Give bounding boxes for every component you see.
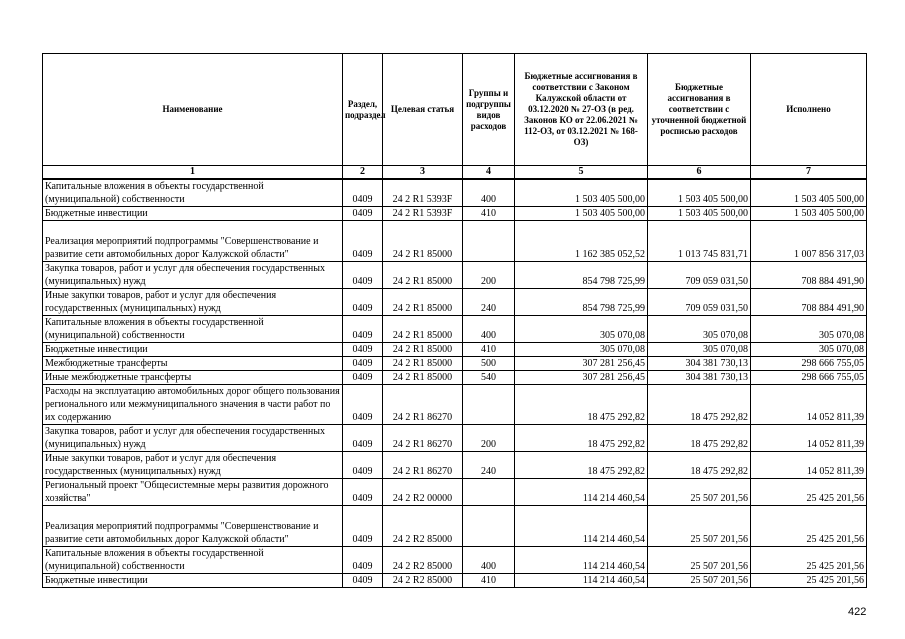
column-number: 6	[648, 166, 751, 180]
row-refined-amount: 1 013 745 831,71	[648, 221, 751, 262]
row-name: Бюджетные инвестиции	[43, 343, 343, 357]
budget-table	[42, 53, 867, 588]
column-number: 7	[751, 166, 867, 180]
row-refined-amount: 25 507 201,56	[648, 506, 751, 547]
row-law-amount: 854 798 725,99	[515, 289, 648, 316]
row-name: Региональный проект "Общесистемные меры развития дорожного хозяйства"	[43, 479, 343, 506]
table-row	[43, 452, 867, 479]
column-number: 4	[463, 166, 515, 180]
row-name: Реализация мероприятий подпрограммы "Совершенствование и развитие сети автомобильных дорог Калужской области"	[43, 221, 343, 262]
row-section: 0409	[343, 179, 383, 207]
row-refined-amount: 18 475 292,82	[648, 425, 751, 452]
row-name: Расходы на эксплуатацию автомобильных дорог общего пользования регионального или межмуниципального значения в части работ по их содержанию	[43, 385, 343, 425]
table-row	[43, 343, 867, 357]
row-name: Иные межбюджетные трансферты	[43, 371, 343, 385]
row-refined-amount: 25 507 201,56	[648, 479, 751, 506]
row-group: 400	[463, 547, 515, 574]
row-target: 24 2 R2 85000	[383, 574, 463, 588]
header-section: Раздел, подраздел	[343, 54, 383, 166]
column-number: 3	[383, 166, 463, 180]
table-row	[43, 385, 867, 425]
column-number: 1	[43, 166, 343, 180]
row-executed-amount: 305 070,08	[751, 316, 867, 343]
row-group	[463, 506, 515, 547]
row-section: 0409	[343, 506, 383, 547]
row-name: Капитальные вложения в объекты государственной (муниципальной) собственности	[43, 179, 343, 207]
row-law-amount: 18 475 292,82	[515, 425, 648, 452]
row-group: 540	[463, 371, 515, 385]
row-section: 0409	[343, 479, 383, 506]
row-target: 24 2 R1 86270	[383, 425, 463, 452]
row-executed-amount: 298 666 755,05	[751, 371, 867, 385]
row-executed-amount: 25 425 201,56	[751, 547, 867, 574]
row-section: 0409	[343, 262, 383, 289]
row-executed-amount: 708 884 491,90	[751, 289, 867, 316]
column-number: 2	[343, 166, 383, 180]
row-executed-amount: 298 666 755,05	[751, 357, 867, 371]
table-row	[43, 179, 867, 207]
row-section: 0409	[343, 547, 383, 574]
row-group: 500	[463, 357, 515, 371]
row-section: 0409	[343, 385, 383, 425]
row-refined-amount: 304 381 730,13	[648, 371, 751, 385]
row-law-amount: 114 214 460,54	[515, 574, 648, 588]
row-target: 24 2 R1 5393F	[383, 179, 463, 207]
row-name: Иные закупки товаров, работ и услуг для обеспечения государственных (муниципальных) нужд	[43, 452, 343, 479]
header-row	[43, 54, 867, 166]
header-executed: Исполнено	[751, 54, 867, 166]
row-refined-amount: 709 059 031,50	[648, 262, 751, 289]
column-number-row	[43, 166, 867, 180]
row-group: 400	[463, 316, 515, 343]
row-executed-amount: 1 503 405 500,00	[751, 207, 867, 221]
header-target: Целевая статья	[383, 54, 463, 166]
table-row	[43, 207, 867, 221]
row-executed-amount: 1 007 856 317,03	[751, 221, 867, 262]
row-law-amount: 1 503 405 500,00	[515, 179, 648, 207]
row-target: 24 2 R2 85000	[383, 547, 463, 574]
row-name: Реализация мероприятий подпрограммы "Совершенствование и развитие сети автомобильных дорог Калужской области"	[43, 506, 343, 547]
table-row	[43, 262, 867, 289]
row-target: 24 2 R1 86270	[383, 385, 463, 425]
row-name: Иные закупки товаров, работ и услуг для обеспечения государственных (муниципальных) нужд	[43, 289, 343, 316]
table-row	[43, 221, 867, 262]
row-section: 0409	[343, 452, 383, 479]
row-target: 24 2 R2 00000	[383, 479, 463, 506]
table-row	[43, 371, 867, 385]
row-refined-amount: 1 503 405 500,00	[648, 207, 751, 221]
row-refined-amount: 18 475 292,82	[648, 452, 751, 479]
row-executed-amount: 25 425 201,56	[751, 574, 867, 588]
column-number: 5	[515, 166, 648, 180]
row-executed-amount: 25 425 201,56	[751, 506, 867, 547]
table-row	[43, 357, 867, 371]
row-group: 400	[463, 179, 515, 207]
row-group: 240	[463, 452, 515, 479]
row-target: 24 2 R1 85000	[383, 343, 463, 357]
row-target: 24 2 R1 85000	[383, 316, 463, 343]
row-refined-amount: 18 475 292,82	[648, 385, 751, 425]
row-law-amount: 114 214 460,54	[515, 479, 648, 506]
table-row	[43, 506, 867, 547]
row-name: Закупка товаров, работ и услуг для обеспечения государственных (муниципальных) нужд	[43, 262, 343, 289]
row-executed-amount: 305 070,08	[751, 343, 867, 357]
row-group: 200	[463, 262, 515, 289]
row-group: 200	[463, 425, 515, 452]
row-target: 24 2 R1 85000	[383, 357, 463, 371]
row-target: 24 2 R1 85000	[383, 221, 463, 262]
row-target: 24 2 R1 85000	[383, 289, 463, 316]
table-row	[43, 479, 867, 506]
row-section: 0409	[343, 357, 383, 371]
row-target: 24 2 R2 85000	[383, 506, 463, 547]
row-group: 410	[463, 343, 515, 357]
row-refined-amount: 1 503 405 500,00	[648, 179, 751, 207]
row-law-amount: 305 070,08	[515, 343, 648, 357]
row-refined-amount: 304 381 730,13	[648, 357, 751, 371]
row-refined-amount: 25 507 201,56	[648, 547, 751, 574]
row-name: Капитальные вложения в объекты государственной (муниципальной) собственности	[43, 316, 343, 343]
row-section: 0409	[343, 316, 383, 343]
row-group	[463, 221, 515, 262]
row-name: Закупка товаров, работ и услуг для обеспечения государственных (муниципальных) нужд	[43, 425, 343, 452]
row-group	[463, 479, 515, 506]
row-refined-amount: 305 070,08	[648, 343, 751, 357]
row-executed-amount: 708 884 491,90	[751, 262, 867, 289]
row-law-amount: 114 214 460,54	[515, 506, 648, 547]
row-section: 0409	[343, 371, 383, 385]
row-executed-amount: 25 425 201,56	[751, 479, 867, 506]
row-law-amount: 307 281 256,45	[515, 357, 648, 371]
header-name: Наименование	[43, 54, 343, 166]
row-group: 410	[463, 574, 515, 588]
row-name: Бюджетные инвестиции	[43, 574, 343, 588]
row-section: 0409	[343, 574, 383, 588]
row-refined-amount: 25 507 201,56	[648, 574, 751, 588]
row-law-amount: 1 503 405 500,00	[515, 207, 648, 221]
row-executed-amount: 1 503 405 500,00	[751, 179, 867, 207]
row-section: 0409	[343, 425, 383, 452]
row-name: Капитальные вложения в объекты государственной (муниципальной) собственности	[43, 547, 343, 574]
row-refined-amount: 709 059 031,50	[648, 289, 751, 316]
row-law-amount: 114 214 460,54	[515, 547, 648, 574]
row-refined-amount: 305 070,08	[648, 316, 751, 343]
table-row	[43, 316, 867, 343]
row-name: Межбюджетные трансферты	[43, 357, 343, 371]
row-name: Бюджетные инвестиции	[43, 207, 343, 221]
row-section: 0409	[343, 343, 383, 357]
row-target: 24 2 R1 85000	[383, 371, 463, 385]
row-executed-amount: 14 052 811,39	[751, 385, 867, 425]
row-section: 0409	[343, 221, 383, 262]
row-law-amount: 305 070,08	[515, 316, 648, 343]
table-row	[43, 289, 867, 316]
page-number: 422	[848, 606, 867, 618]
row-law-amount: 307 281 256,45	[515, 371, 648, 385]
row-law-amount: 854 798 725,99	[515, 262, 648, 289]
table-row	[43, 574, 867, 588]
row-target: 24 2 R1 5393F	[383, 207, 463, 221]
row-group	[463, 385, 515, 425]
header-refined-allocations: Бюджетные ассигнования в соответствии с уточненной бюджетной росписью расходов	[648, 54, 751, 166]
row-target: 24 2 R1 86270	[383, 452, 463, 479]
row-section: 0409	[343, 207, 383, 221]
row-target: 24 2 R1 85000	[383, 262, 463, 289]
header-law-allocations: Бюджетные ассигнования в соответствии с Законом Калужской области от 03.12.2020 № 27-ОЗ (в ред. Законов КО от 22.06.2021 № 112-ОЗ, от 03.12.2021 № 168-ОЗ)	[515, 54, 648, 166]
row-law-amount: 1 162 385 052,52	[515, 221, 648, 262]
row-section: 0409	[343, 289, 383, 316]
table-row	[43, 547, 867, 574]
row-group: 240	[463, 289, 515, 316]
row-executed-amount: 14 052 811,39	[751, 425, 867, 452]
row-law-amount: 18 475 292,82	[515, 452, 648, 479]
row-law-amount: 18 475 292,82	[515, 385, 648, 425]
table-row	[43, 425, 867, 452]
row-executed-amount: 14 052 811,39	[751, 452, 867, 479]
header-groups: Группы и подгруппы видов расходов	[463, 54, 515, 166]
row-group: 410	[463, 207, 515, 221]
